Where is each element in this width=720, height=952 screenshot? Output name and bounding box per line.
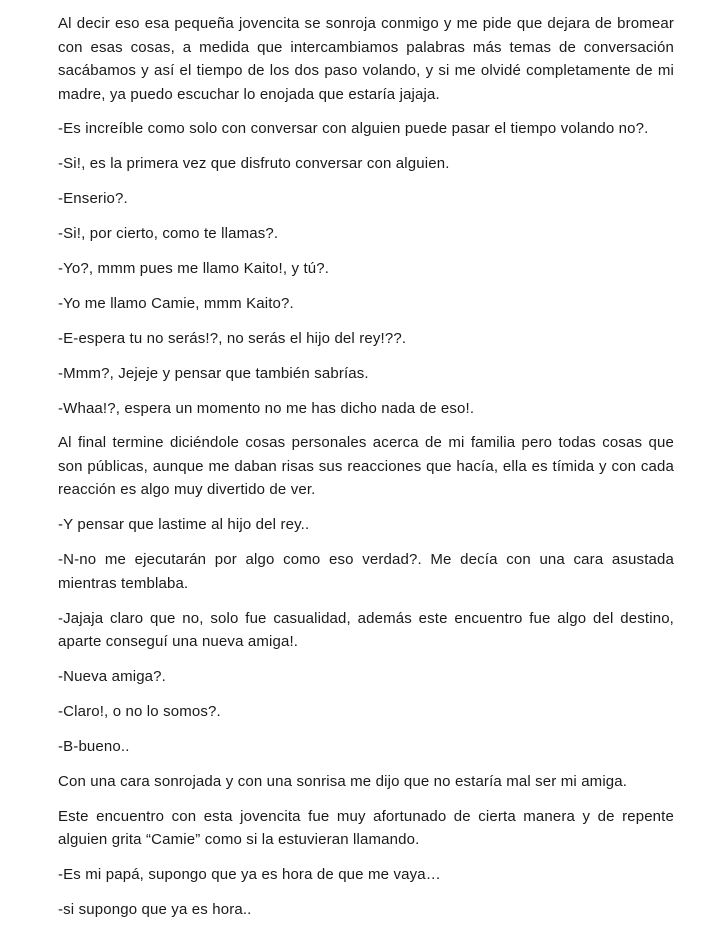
paragraph-8: -E-espera tu no serás!?, no serás el hijo del rey!??. xyxy=(58,329,407,347)
paragraph-5: -Si!, por cierto, como te llamas?. xyxy=(58,225,279,243)
paragraph-9: -Mmm?, Jejeje y pensar que también sabrías. xyxy=(58,364,369,382)
paragraph-21: -si supongo que ya es hora.. xyxy=(58,900,252,918)
paragraph-13: -N-no me ejecutarán por algo como eso verdad?. Me decía con una cara asustada mientras temblaba. xyxy=(58,551,674,592)
paragraph-3: -Si!, es la primera vez que disfruto conversar con alguien. xyxy=(58,155,450,173)
paragraph-1: Al decir eso esa pequeña jovencita se sonroja conmigo y me pide que dejara de bromear con esas cosas, a medida que intercambiamos palabras más temas de conversación sacábamos y así el tiempo de los dos paso volando, y si me olvidé completamente de mi madre, ya puedo escuchar lo enojada que estaría jajaja. xyxy=(58,15,674,103)
paragraph-19: Este encuentro con esta jovencita fue muy afortunado de cierta manera y de repente alguien grita “Camie” como si la estuvieran llamando. xyxy=(58,807,674,849)
paragraph-12: -Y pensar que lastime al hijo del rey.. xyxy=(58,516,310,534)
paragraph-17: -B-bueno.. xyxy=(58,737,130,755)
paragraph-10: -Whaa!?, espera un momento no me has dicho nada de eso!. xyxy=(58,399,475,417)
paragraph-2: -Es increíble como solo con conversar con alguien puede pasar el tiempo volando no?. xyxy=(58,120,649,138)
paragraph-18: Con una cara sonrojada y con una sonrisa me dijo que no estaría mal ser mi amiga. xyxy=(58,772,628,790)
paragraph-15: -Nueva amiga?. xyxy=(58,667,166,685)
paragraph-14: -Jajaja claro que no, solo fue casualidad, además este encuentro fue algo del destino, aparte conseguí una nueva amiga!. xyxy=(58,609,674,651)
paragraph-7: -Yo me llamo Camie, mmm Kaito?. xyxy=(58,294,294,312)
paragraph-20: -Es mi papá, supongo que ya es hora de que me vaya… xyxy=(58,865,441,883)
paragraph-4: -Enserio?. xyxy=(58,190,128,208)
paragraph-11: Al final termine diciéndole cosas personales acerca de mi familia pero todas cosas que son públicas, aunque me daban risas sus reacciones que hacía, ella es tímida y con cada reacción es algo muy divertido de ver. xyxy=(58,434,674,499)
paragraph-16: -Claro!, o no lo somos?. xyxy=(58,702,221,720)
paragraph-6: -Yo?, mmm pues me llamo Kaito!, y tú?. xyxy=(58,259,330,277)
